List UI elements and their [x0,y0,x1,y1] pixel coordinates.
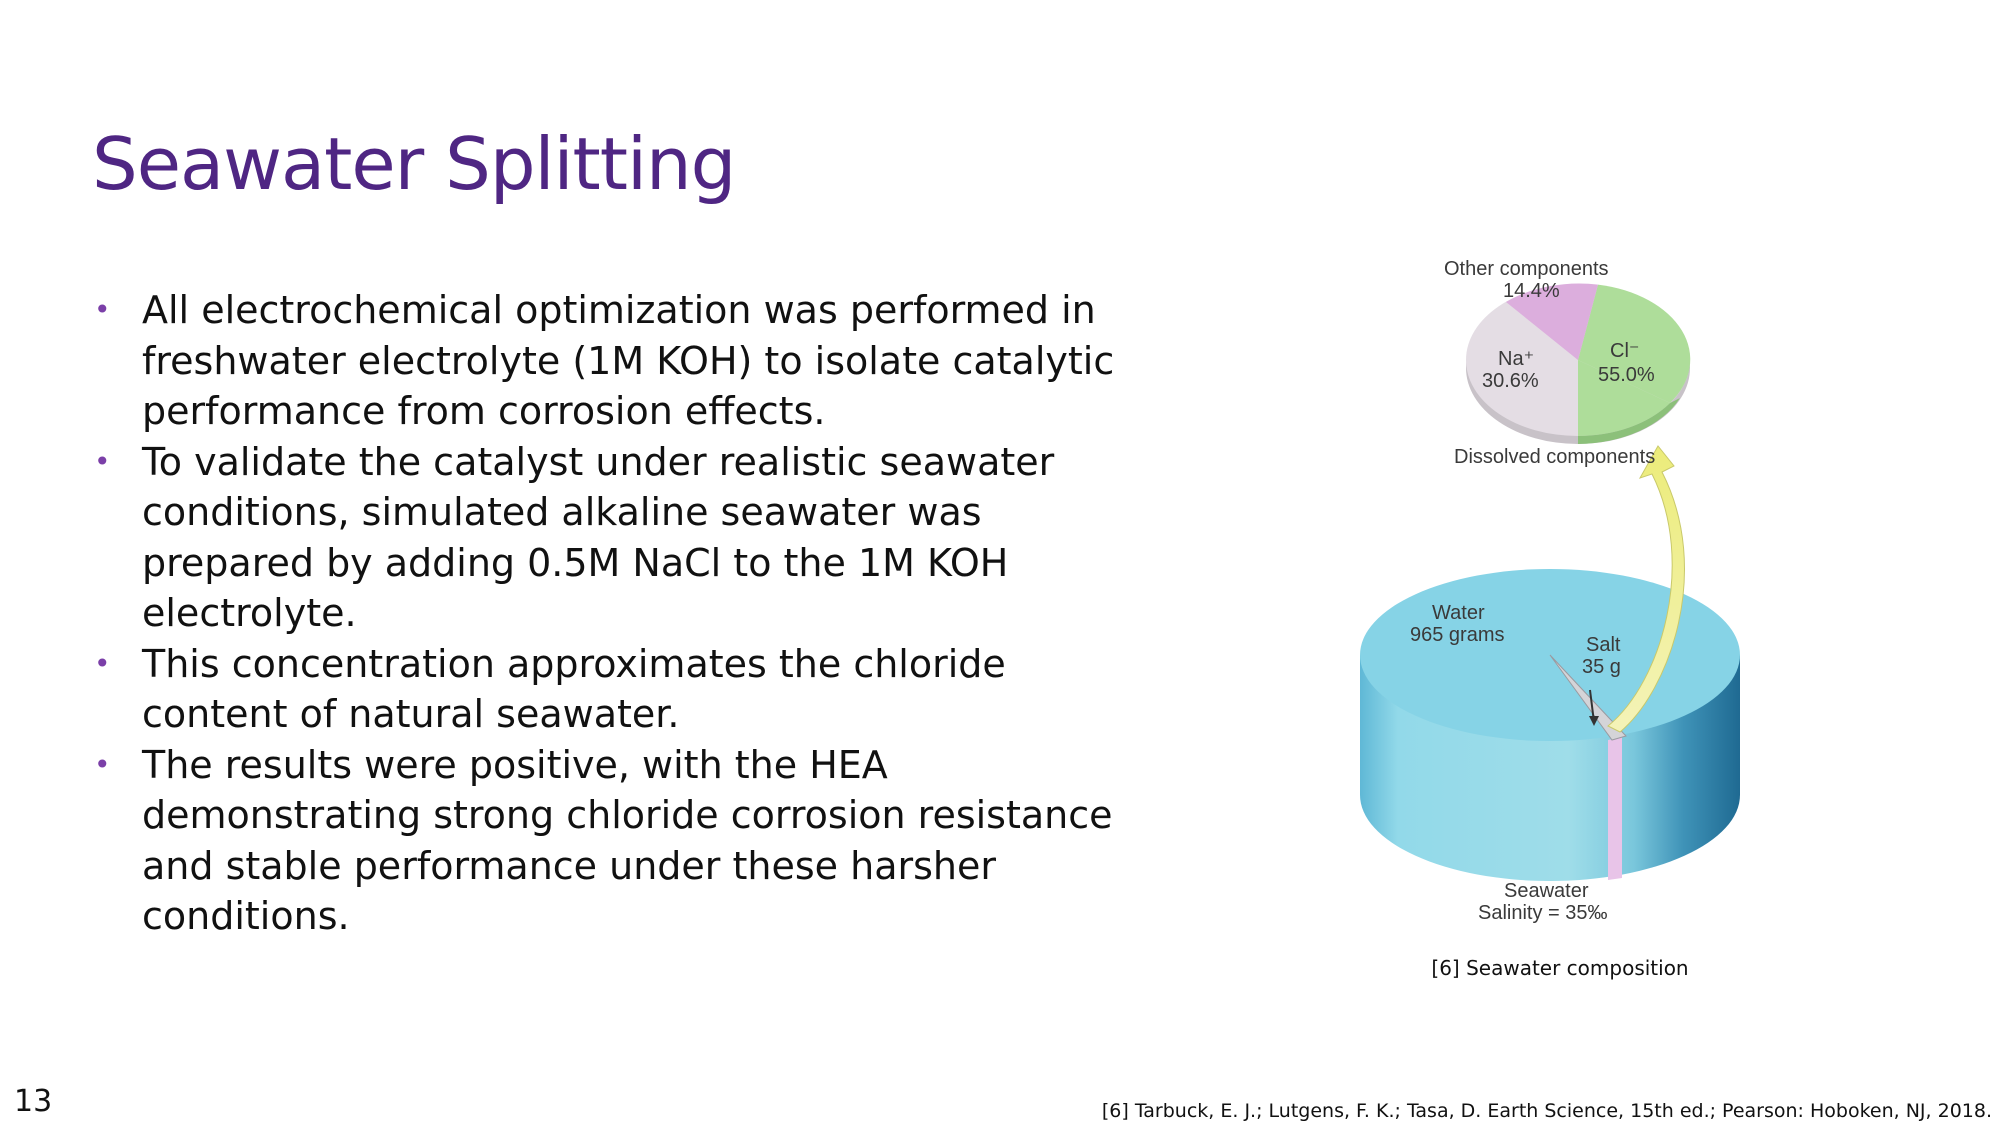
bullet-text: The results were positive, with the HEA demonstrating strong chloride corrosion resistance and stable performance under these harsher conditions. [142,742,1113,938]
cl-value: 55.0% [1598,364,1655,386]
bullet-text: To validate the catalyst under realistic seawater conditions, simulated alkaline seawater was prepared by adding 0.5M NaCl to the 1M KOH electrolyte. [142,439,1055,635]
bullet-text: All electrochemical optimization was performed in freshwater electrolyte (1M KOH) to isolate catalytic performance from corrosion effects. [142,288,1115,433]
na-value: 30.6% [1482,370,1539,392]
salinity-label: Salinity = 35‰ [1478,902,1608,924]
seawater-cylinder [1360,569,1740,881]
bullet-marker: • [94,293,111,326]
salt-value: 35 g [1582,656,1621,678]
page-number: 13 [14,1084,53,1119]
bullet-list [94,285,1144,942]
bullet-item [94,639,1144,740]
bullet-marker: • [94,444,111,478]
salt-slice [1608,737,1622,880]
slide-title: Seawater Splitting [92,122,736,206]
salt-label: Salt [1586,634,1621,656]
bullet-marker: • [94,747,111,781]
cl-label: Cl⁻ [1610,340,1640,362]
seawater-composition-diagram [1340,250,1760,950]
seawater-composition-figure [1340,250,1760,950]
figure-caption: [6] Seawater composition [1431,956,1689,980]
other-components-label: Other components [1444,258,1609,280]
reference-citation: [6] Tarbuck, E. J.; Lutgens, F. K.; Tasa, D. Earth Science, 15th ed.; Pearson: Hoboken, NJ, 2018. [1101,1100,1992,1122]
bullet-marker: • [94,646,111,680]
other-components-value: 14.4% [1503,280,1560,302]
bullet-item [94,740,1144,942]
seawater-label: Seawater [1504,880,1589,902]
bullet-text: This concentration approximates the chloride content of natural seawater. [142,641,1006,736]
water-label: Water [1432,602,1485,624]
bullet-item [94,437,1144,639]
water-value: 965 grams [1410,624,1505,646]
na-label: Na⁺ [1498,348,1535,370]
dissolved-components-label: Dissolved components [1454,446,1656,468]
bullet-item [94,285,1144,437]
